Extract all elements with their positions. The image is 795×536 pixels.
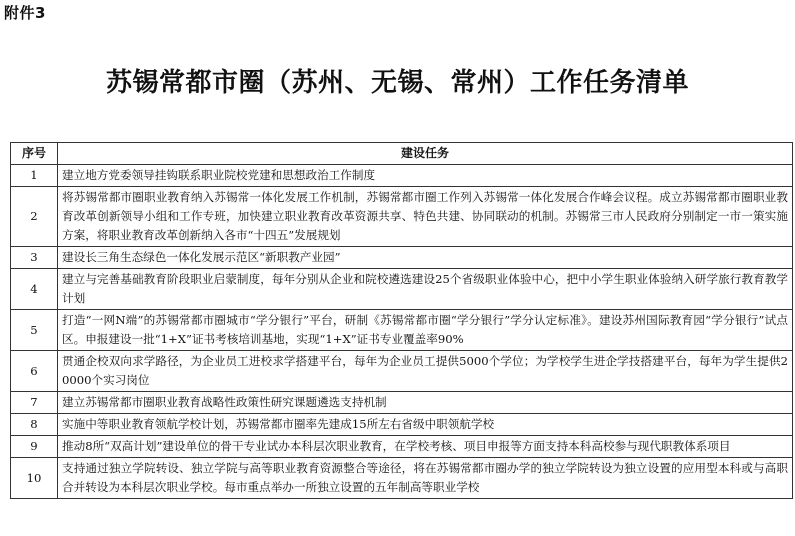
row-number: 3 [11,247,58,269]
row-task: 实施中等职业教育领航学校计划，苏锡常都市圈率先建成15所左右省级中职领航学校 [58,414,793,436]
attachment-label: 附件3 [4,4,46,22]
row-number: 4 [11,269,58,310]
row-task: 推动8所“双高计划”建设单位的骨干专业试办本科层次职业教育，在学校考核、项目申报等方面支持本科高校参与现代职教体系项目 [58,436,793,458]
row-task: 建设长三角生态绿色一体化发展示范区“新职教产业园” [58,247,793,269]
table-row [11,414,793,436]
column-header-number: 序号 [11,143,58,165]
table-row [11,165,793,187]
row-task: 建立地方党委领导挂钩联系职业院校党建和思想政治工作制度 [58,165,793,187]
table-row [11,351,793,392]
row-task: 支持通过独立学院转设、独立学院与高等职业教育资源整合等途径，将在苏锡常都市圈办学的独立学院转设为独立设置的应用型本科或与高职合并转设为本科层次职业学校。每市重点举办一所独立设置的五年制高等职业学校 [58,458,793,499]
document-title: 苏锡常都市圈（苏州、无锡、常州）工作任务清单 [105,68,689,98]
row-number: 8 [11,414,58,436]
row-number: 6 [11,351,58,392]
row-task: 贯通企校双向求学路径，为企业员工进校求学搭建平台，每年为企业员工提供5000个学位；为学校学生进企学技搭建平台，每年为学生提供20000个实习岗位 [58,351,793,392]
row-task: 建立与完善基础教育阶段职业启蒙制度，每年分别从企业和院校遴选建设25个省级职业体验中心，把中小学生职业体验纳入研学旅行教育教学计划 [58,269,793,310]
table-row [11,392,793,414]
row-task: 建立苏锡常都市圈职业教育战略性政策性研究课题遴选支持机制 [58,392,793,414]
table-row [11,310,793,351]
table-row [11,247,793,269]
row-number: 9 [11,436,58,458]
table-row [11,458,793,499]
row-task: 打造“一网N端”的苏锡常都市圈城市“学分银行”平台，研制《苏锡常都市圈“学分银行”学分认定标准》。建设苏州国际教育园“学分银行”试点区。申报建设一批“1+X”证书考核培训基地，实现“1+X”证书专业覆盖率90% [58,310,793,351]
table-row [11,269,793,310]
row-task: 将苏锡常都市圈职业教育纳入苏锡常一体化发展工作机制，苏锡常都市圈工作列入苏锡常一体化发展合作峰会议程。成立苏锡常都市圈职业教育改革创新领导小组和工作专班，加快建立职业教育改革资源共享、特色共建、协同联动的机制。苏锡常三市人民政府分别制定一市一策实施方案，将职业教育改革创新纳入各市“十四五”发展规划 [58,187,793,247]
table-header-row [11,143,793,165]
row-number: 2 [11,187,58,247]
row-number: 7 [11,392,58,414]
table-row [11,187,793,247]
table-row [11,436,793,458]
row-number: 1 [11,165,58,187]
row-number: 5 [11,310,58,351]
column-header-task: 建设任务 [58,143,793,165]
row-number: 10 [11,458,58,499]
task-table [10,142,793,499]
